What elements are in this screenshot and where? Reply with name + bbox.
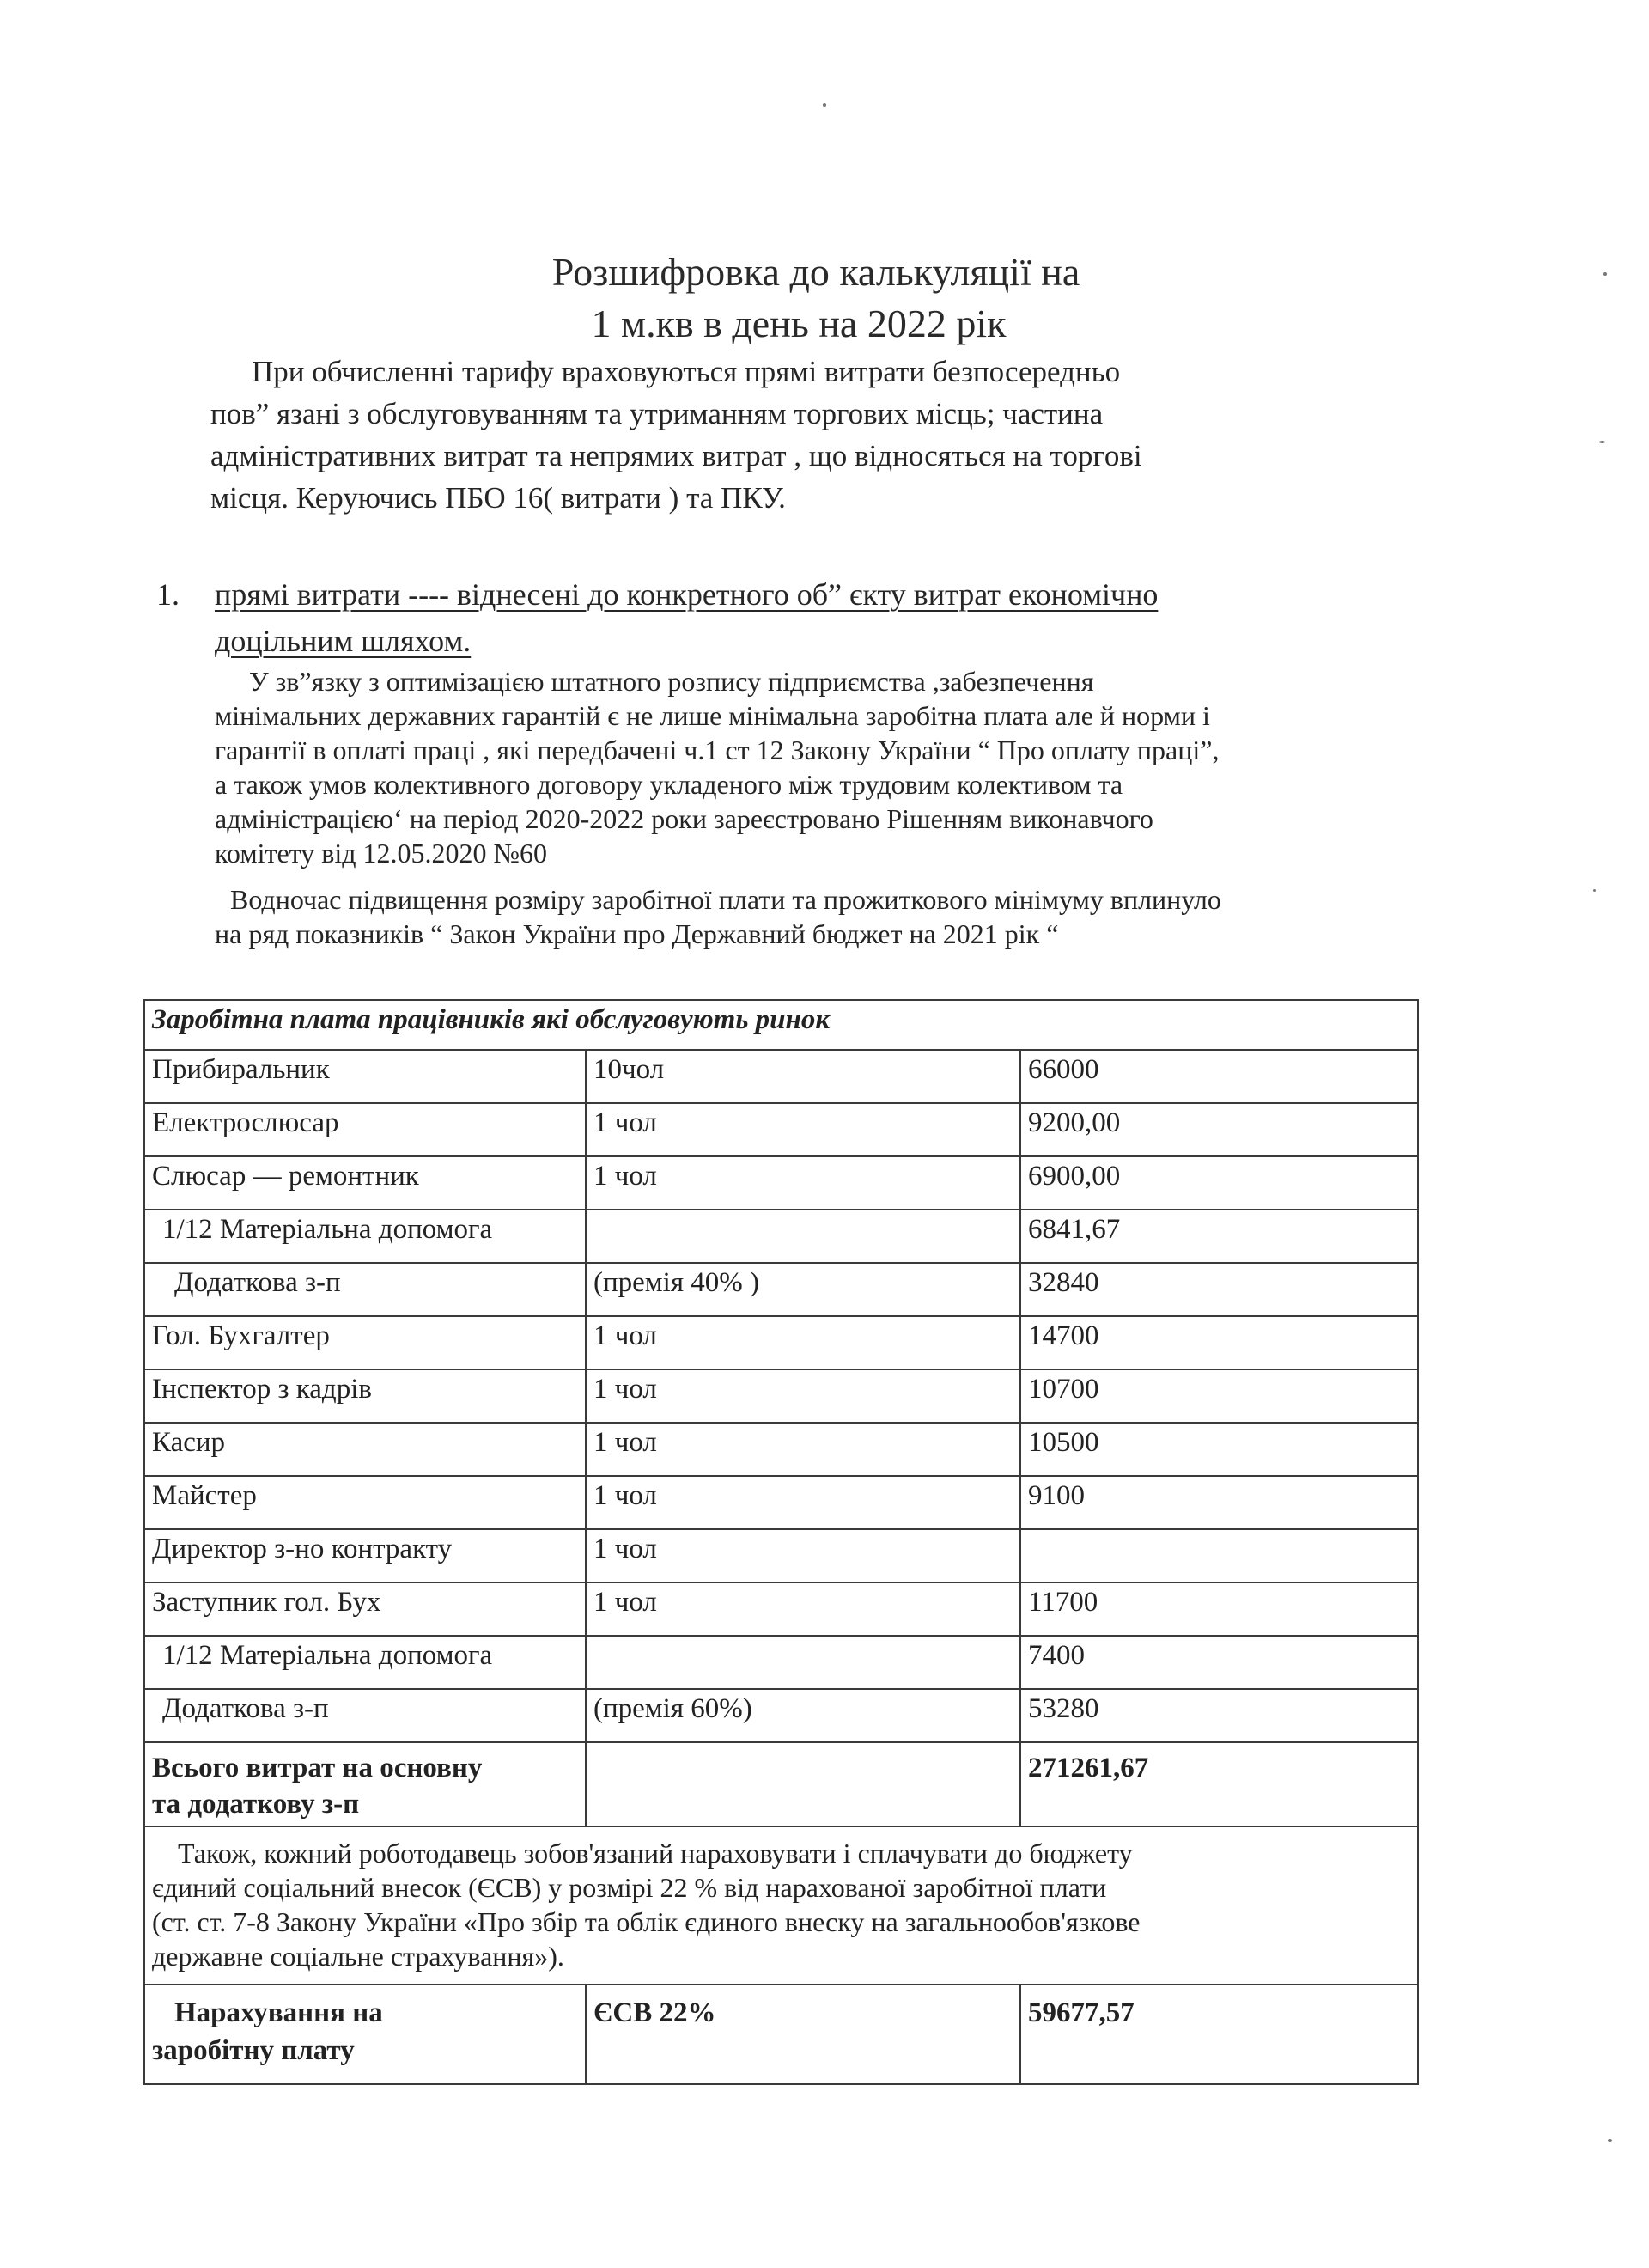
amount-cell: 6841,67 — [1020, 1210, 1418, 1263]
salary-table — [143, 999, 1419, 2085]
table-total-row — [144, 1742, 1418, 1826]
position-cell: Гол. Бухгалтер — [144, 1316, 586, 1369]
position-cell: Додаткова з-п — [144, 1263, 586, 1316]
document-title — [0, 247, 1649, 350]
paragraph-budget-law — [215, 882, 1221, 951]
note-line: Також, кожний роботодавець зобов'язаний нараховувати і сплачувати до бюджету — [178, 1838, 1133, 1869]
table-row — [144, 1476, 1418, 1529]
scan-speck — [1593, 889, 1596, 892]
esv-note — [144, 1826, 1418, 1984]
staff-cell — [586, 1636, 1020, 1689]
scan-speck — [823, 103, 826, 107]
note-line: (ст. ст. 7-8 Закону України «Про збір та облік єдиного внеску на загальнообов'язкове — [152, 1906, 1141, 1937]
title-line-1: Розшифровка до калькуляції на — [551, 250, 1080, 294]
total-label-line: та додаткову з-п — [152, 1789, 360, 1820]
table-row — [144, 1156, 1418, 1210]
total-label-line: Всього витрат на основну — [152, 1753, 483, 1783]
amount-cell: 6900,00 — [1020, 1156, 1418, 1210]
paragraph-line: адміністрацієюʻ на період 2020-2022 роки зареєстровано Рішенням виконавчого — [215, 803, 1153, 834]
staff-cell: 1 чол — [586, 1316, 1020, 1369]
staff-cell — [586, 1210, 1020, 1263]
amount-cell: 7400 — [1020, 1636, 1418, 1689]
table-row — [144, 1689, 1418, 1742]
table-row — [144, 1316, 1418, 1369]
amount-cell: 66000 — [1020, 1050, 1418, 1103]
staff-cell: 1 чол — [586, 1476, 1020, 1529]
item-body — [215, 571, 1158, 664]
position-cell: Майстер — [144, 1476, 586, 1529]
intro-line: При обчисленні тарифу враховуються прямі витрати безпосередньо — [252, 355, 1121, 388]
amount-cell: 11700 — [1020, 1582, 1418, 1636]
scan-speck — [1599, 441, 1605, 443]
position-cell: Заступник гол. Бух — [144, 1582, 586, 1636]
table-esv-row — [144, 1984, 1418, 2084]
staff-cell: 1 чол — [586, 1423, 1020, 1476]
paragraph-line: а також умов колективного договору укладеного між трудовим колективом та — [215, 769, 1123, 800]
intro-line: місця. Керуючись ПБО 16( витрати ) та ПКУ. — [210, 481, 786, 515]
total-label-cell — [144, 1742, 586, 1826]
staff-cell: 1 чол — [586, 1103, 1020, 1156]
position-cell: Слюсар — ремонтник — [144, 1156, 586, 1210]
note-line: державне соціальне страхування»). — [152, 1941, 564, 1972]
table-row — [144, 1529, 1418, 1582]
amount-cell: 9200,00 — [1020, 1103, 1418, 1156]
esv-label-line: заробітну плату — [152, 2035, 355, 2066]
paragraph-line: гарантії в оплаті праці , які передбачені ч.1 ст 12 Закону України “ Про оплату праці”, — [215, 735, 1220, 765]
scan-speck — [1608, 2139, 1612, 2142]
esv-label-line: Нарахування на — [174, 1997, 383, 2028]
staff-cell: (премія 40% ) — [586, 1263, 1020, 1316]
table-header: Заробітна плата працівників які обслуговують ринок — [144, 1000, 1418, 1050]
intro-line: адміністративних витрат та непрямих витрат , що відносяться на торгові — [210, 439, 1142, 472]
amount-cell: 32840 — [1020, 1263, 1418, 1316]
table-row — [144, 1210, 1418, 1263]
amount-cell: 10500 — [1020, 1423, 1418, 1476]
table-row — [144, 1050, 1418, 1103]
esv-amount-cell: 59677,57 — [1020, 1984, 1418, 2084]
paragraph-line: У зв”язку з оптимізацією штатного розпису підприємства ,забезпечення — [249, 666, 1094, 697]
table-note-row — [144, 1826, 1418, 1984]
amount-cell: 10700 — [1020, 1369, 1418, 1423]
amount-cell: 53280 — [1020, 1689, 1418, 1742]
staff-cell: 1 чол — [586, 1369, 1020, 1423]
item-number: 1. — [156, 577, 180, 612]
paragraph-line: Водночас підвищення розміру заробітної плати та прожиткового мінімуму вплинуло — [230, 884, 1221, 915]
paragraph-line: комітету від 12.05.2020 №60 — [215, 838, 548, 869]
item-line: прямі витрати ---- віднесені до конкретного об” єкту витрат економічно — [215, 577, 1159, 612]
item-line: доцільним шляхом. — [215, 624, 472, 658]
intro-line: пов” язані з обслуговуванням та утриманням торгових місць; частина — [210, 397, 1104, 430]
esv-label-cell — [144, 1984, 586, 2084]
table-row — [144, 1636, 1418, 1689]
table-row — [144, 1103, 1418, 1156]
table-row — [144, 1423, 1418, 1476]
position-cell: Касир — [144, 1423, 586, 1476]
esv-rate-cell: ЄСВ 22% — [586, 1984, 1020, 2084]
position-cell: Директор з-но контракту — [144, 1529, 586, 1582]
position-cell: Додаткова з-п — [144, 1689, 586, 1742]
total-staff-cell — [586, 1742, 1020, 1826]
note-line: єдиний соціальний внесок (ЄСВ) у розмірі 22 % від нарахованої заробітної плати — [152, 1872, 1107, 1903]
paragraph-collective-agreement — [215, 664, 1219, 870]
staff-cell: 1 чол — [586, 1529, 1020, 1582]
amount-cell — [1020, 1529, 1418, 1582]
table-row — [144, 1263, 1418, 1316]
position-cell: Прибиральник — [144, 1050, 586, 1103]
intro-paragraph — [210, 351, 1142, 519]
table-row — [144, 1369, 1418, 1423]
position-cell: Електрослюсар — [144, 1103, 586, 1156]
staff-cell: 10чол — [586, 1050, 1020, 1103]
staff-cell: (премія 60%) — [586, 1689, 1020, 1742]
staff-cell: 1 чол — [586, 1156, 1020, 1210]
paragraph-line: мінімальних державних гарантій є не лише мінімальна заробітна плата але й норми і — [215, 700, 1210, 731]
staff-cell: 1 чол — [586, 1582, 1020, 1636]
table-row — [144, 1582, 1418, 1636]
position-cell: 1/12 Матеріальна допомога — [144, 1210, 586, 1263]
position-cell: Інспектор з кадрів — [144, 1369, 586, 1423]
amount-cell: 9100 — [1020, 1476, 1418, 1529]
amount-cell: 14700 — [1020, 1316, 1418, 1369]
total-amount-cell: 271261,67 — [1020, 1742, 1418, 1826]
paragraph-line: на ряд показників “ Закон України про Державний бюджет на 2021 рік “ — [215, 918, 1059, 949]
position-cell: 1/12 Матеріальна допомога — [144, 1636, 586, 1689]
title-line-2: 1 м.кв в день на 2022 рік — [591, 302, 1007, 345]
